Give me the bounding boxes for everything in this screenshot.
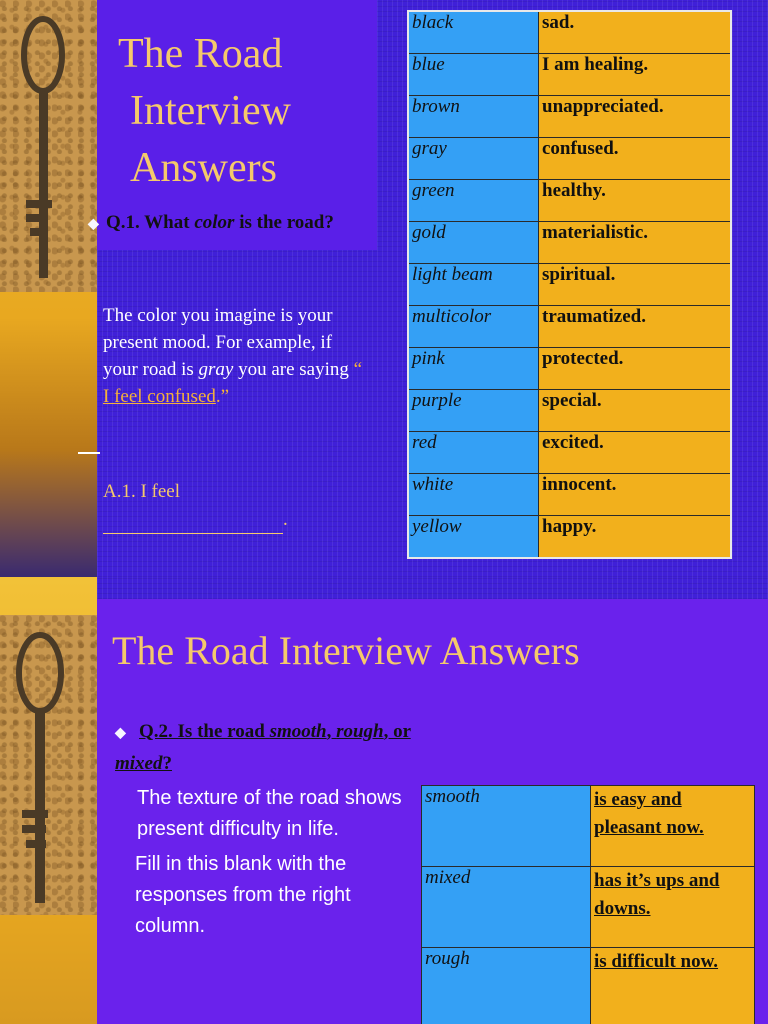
color-mood-table [407, 10, 732, 559]
question-text: , or [383, 721, 411, 742]
question-text: Q.1. What [106, 212, 195, 233]
question-emphasis: mixed [115, 753, 163, 774]
table-row [408, 306, 731, 348]
slide-2 [0, 577, 768, 1024]
color-cell: brown [408, 96, 539, 138]
table-row [408, 222, 731, 264]
table-row [408, 432, 731, 474]
slide-title: The Road Interview Answers [112, 628, 580, 673]
answer-end: . [283, 509, 288, 530]
texture-cell: smooth [422, 786, 591, 867]
explanation-text: you are saying [233, 359, 354, 380]
paragraph: The texture of the road shows present difficulty in life. [137, 787, 402, 840]
mood-cell: unappreciated. [539, 96, 732, 138]
mood-cell: happy. [539, 516, 732, 559]
table-row [422, 948, 755, 1024]
question-emphasis: smooth [269, 721, 327, 742]
instructions [137, 783, 417, 942]
mood-cell: confused. [539, 138, 732, 180]
table-row [408, 11, 731, 54]
explanation-paragraph [103, 302, 363, 410]
color-cell: blue [408, 54, 539, 96]
quote-open: “ [353, 359, 363, 380]
mood-cell: innocent. [539, 474, 732, 516]
table-row [408, 474, 731, 516]
table-row [408, 138, 731, 180]
divider [78, 452, 100, 454]
color-cell: black [408, 11, 539, 54]
mood-cell: special. [539, 390, 732, 432]
question-text: is the road? [234, 212, 334, 233]
key-icon [0, 615, 97, 915]
table-row [408, 180, 731, 222]
explanation-emphasis: gray [198, 359, 234, 380]
mood-cell: I am healing. [539, 54, 732, 96]
bullet-icon: ◆ [115, 726, 126, 741]
answer-prompt: A.1. I feel [103, 481, 181, 502]
color-cell: green [408, 180, 539, 222]
table-row [408, 348, 731, 390]
question-text: , [326, 721, 337, 742]
color-cell: gold [408, 222, 539, 264]
quote-close: .” [215, 386, 230, 407]
table-row [422, 786, 755, 867]
answer-blank[interactable] [103, 517, 283, 534]
table-row [422, 867, 755, 948]
table-row [408, 54, 731, 96]
question-1 [88, 210, 378, 237]
mood-cell: healthy. [539, 180, 732, 222]
question-emphasis: rough [336, 721, 384, 742]
question-text: ? [162, 753, 172, 774]
explanation-text: The color you imagine is your present mood. For example, if your road is [103, 305, 333, 380]
mood-cell: spiritual. [539, 264, 732, 306]
mood-cell: excited. [539, 432, 732, 474]
table-row [408, 390, 731, 432]
color-cell: light beam [408, 264, 539, 306]
title-line: The Road [118, 31, 283, 77]
color-cell: yellow [408, 516, 539, 559]
key-photo [0, 615, 97, 915]
quote-text: I feel confused [103, 386, 216, 407]
color-cell: pink [408, 348, 539, 390]
meaning-cell: is difficult now. [591, 948, 755, 1024]
key-photo [0, 0, 97, 292]
answer-1 [103, 478, 323, 534]
texture-cell: mixed [422, 867, 591, 948]
slide-title [118, 26, 291, 197]
mood-cell: materialistic. [539, 222, 732, 264]
question-2 [115, 717, 415, 779]
key-icon [0, 0, 97, 292]
title-line: Answers [130, 145, 277, 191]
color-cell: red [408, 432, 539, 474]
texture-table [421, 785, 755, 1024]
color-cell: multicolor [408, 306, 539, 348]
paragraph: Fill in this blank with the responses from the right column. [135, 853, 351, 937]
mood-cell: sad. [539, 11, 732, 54]
table-row [408, 96, 731, 138]
mood-cell: traumatized. [539, 306, 732, 348]
title-line: Interview [130, 88, 291, 134]
texture-cell: rough [422, 948, 591, 1024]
mood-cell: protected. [539, 348, 732, 390]
color-cell: white [408, 474, 539, 516]
bullet-icon: ◆ [88, 217, 99, 232]
question-text: Q.2. Is the road [139, 721, 270, 742]
color-cell: gray [408, 138, 539, 180]
meaning-cell: has it’s ups and downs. [591, 867, 755, 948]
meaning-cell: is easy and pleasant now. [591, 786, 755, 867]
table-row [408, 264, 731, 306]
table-row [408, 516, 731, 559]
color-cell: purple [408, 390, 539, 432]
question-emphasis: color [194, 212, 235, 233]
